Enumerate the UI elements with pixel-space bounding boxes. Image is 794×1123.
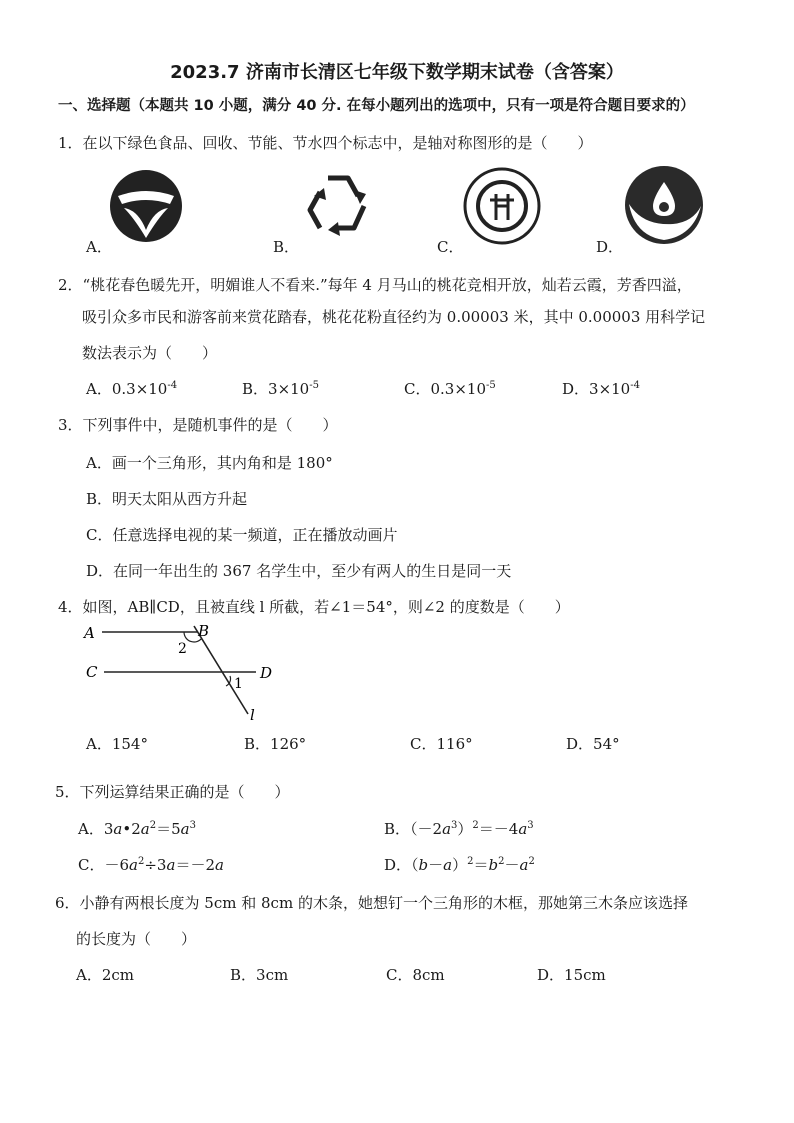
water-saving-logo-icon [623, 164, 705, 246]
q2-option-b: B．$3\times 10^{-5}$ [242, 380, 319, 398]
angle-2-label: 2 [178, 641, 187, 657]
page-title: 2023.7 济南市长清区七年级下数学期末试卷（含答案） [170, 62, 624, 83]
point-c-label: C [86, 663, 98, 681]
q5-option-d: D．$(b-a)^2=b^2-a^2$ [384, 856, 535, 874]
point-b-label: B [198, 622, 210, 640]
q6-stem-line2: 的长度为（ ） [76, 930, 197, 948]
q4-option-c: C．116° [410, 735, 473, 753]
q2-stem-line3: 数法表示为（ ） [82, 344, 218, 362]
q6-option-b: B．3cm [230, 966, 289, 984]
recycle-logo-icon [298, 168, 378, 244]
q5-option-b: B．$(-2a^3)^2=-4a^3$ [384, 820, 534, 838]
green-food-logo-icon [108, 168, 184, 244]
line-l-label: l [250, 706, 255, 724]
q5-option-a: A．$3a•2a^2=5a^3$ [78, 820, 196, 838]
q3-option-a: A．画一个三角形，其内角和是 180° [86, 454, 333, 472]
q4-option-b: B．126° [244, 735, 307, 753]
q6-stem-line1: 6．小静有两根长度为 5cm 和 8cm 的木条，她想钉一个三角形的木框，那她第三木条应该选择 [55, 894, 688, 912]
q6-option-d: D．15cm [537, 966, 606, 984]
q1-option-d: D． [596, 238, 624, 256]
q2-stem-line1: 2．“桃花春色暖先开，明媚谁人不看来.”每年 4 月马山的桃花竞相开放，灿若云霞，芳香四溢， [58, 276, 692, 294]
point-d-label: D [260, 664, 273, 682]
q6-option-a: A．2cm [76, 966, 135, 984]
q6-option-c: C．8cm [386, 966, 445, 984]
q1-stem: 1．在以下绿色食品、回收、节能、节水四个标志中，是轴对称图形的是（ ） [58, 134, 593, 152]
q2-option-c: C．$0.3\times 10^{-5}$ [404, 380, 496, 398]
q5-stem: 5．下列运算结果正确的是（ ） [55, 783, 290, 801]
q5-option-c: C．$-6a^2\div 3a=-2a$ [78, 856, 224, 874]
section-heading: 一、选择题（本题共 10 小题，满分 40 分. 在每小题列出的选项中，只有一项是符合题目要求的） [58, 98, 695, 114]
q1-option-a: A． [86, 238, 112, 256]
q1-option-b: B． [273, 238, 300, 256]
angle-1-label: 1 [234, 676, 243, 692]
q2-stem-line2: 吸引众多市民和游客前来赏花踏春，桃花花粉直径约为 0.00003 米，其中 0.00003 用科学记 [82, 308, 706, 326]
q3-option-c: C．任意选择电视的某一频道，正在播放动画片 [86, 526, 398, 544]
point-a-label: A [84, 624, 95, 642]
q2-option-a: A．$0.3\times 10^{-4}$ [86, 380, 178, 398]
q2-option-d: D．$3\times 10^{-4}$ [562, 380, 640, 398]
q3-option-d: D．在同一年出生的 367 名学生中，至少有两人的生日是同一天 [86, 562, 512, 580]
q4-stem: 4．如图，AB∥CD，且被直线 l 所截，若∠1＝54°，则∠2 的度数是（ ） [58, 598, 570, 616]
q3-stem: 3．下列事件中，是随机事件的是（ ） [58, 416, 338, 434]
q4-option-a: A．154° [86, 735, 148, 753]
q3-option-b: B．明天太阳从西方升起 [86, 490, 248, 508]
energy-saving-logo-icon [462, 166, 542, 246]
q4-option-d: D．54° [566, 735, 620, 753]
q1-option-c: C． [437, 238, 464, 256]
parallel-lines-figure [80, 620, 280, 725]
